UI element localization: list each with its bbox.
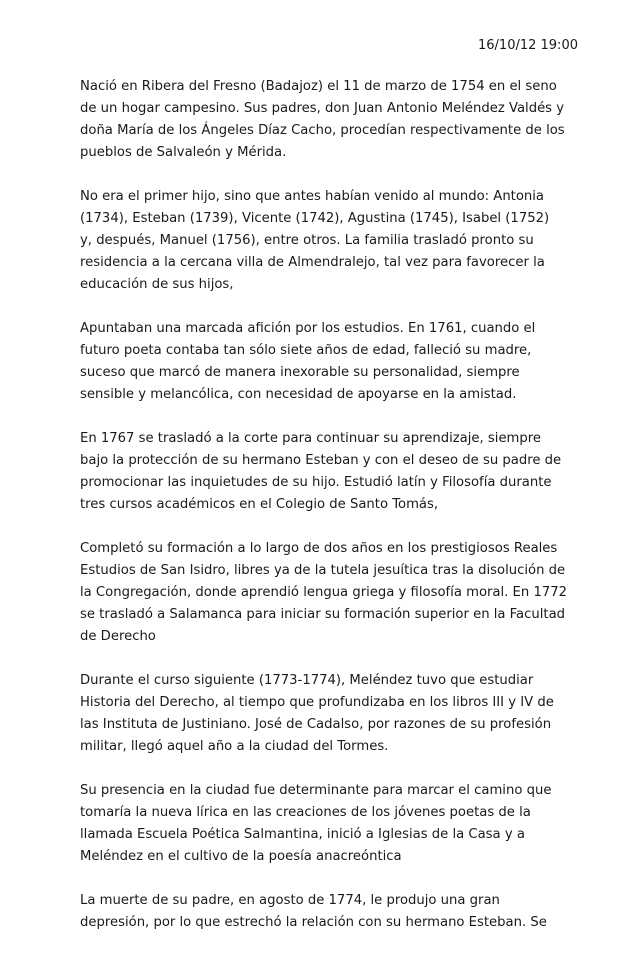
text-line: Completó su formación a lo largo de dos años en los prestigiosos Reales — [80, 541, 558, 556]
text-line: y, después, Manuel (1756), entre otros. La familia trasladó pronto su — [80, 233, 534, 248]
text-line: Nació en Ribera del Fresno (Badajoz) el 11 de marzo de 1754 en el seno — [80, 79, 557, 94]
paragraph-4 — [80, 428, 580, 516]
paragraph-8 — [80, 890, 580, 934]
paragraph-6 — [80, 670, 580, 758]
paragraph-5 — [80, 538, 580, 648]
paragraph-1 — [80, 76, 580, 164]
text-line: residencia a la cercana villa de Almendralejo, tal vez para favorecer la — [80, 255, 545, 270]
paragraph-2 — [80, 186, 580, 296]
text-line: Durante el curso siguiente (1773-1774), Meléndez tuvo que estudiar — [80, 673, 534, 688]
text-line: depresión, por lo que estrechó la relación con su hermano Esteban. Se — [80, 915, 547, 930]
text-line: se trasladó a Salamanca para iniciar su formación superior en la Facultad — [80, 607, 566, 622]
text-line: la Congregación, donde aprendió lengua griega y filosofía moral. En 1772 — [80, 585, 568, 600]
text-line: sensible y melancólica, con necesidad de apoyarse en la amistad. — [80, 387, 517, 402]
page-timestamp: 16/10/12 19:00 — [478, 38, 578, 53]
text-line: futuro poeta contaba tan sólo siete años de edad, falleció su madre, — [80, 343, 532, 358]
text-line: llamada Escuela Poética Salmantina, inició a Iglesias de la Casa y a — [80, 827, 525, 842]
text-line: tomaría la nueva lírica en las creaciones de los jóvenes poetas de la — [80, 805, 531, 820]
text-line: Apuntaban una marcada afición por los estudios. En 1761, cuando el — [80, 321, 536, 336]
text-line: de Derecho — [80, 629, 156, 644]
text-line: doña María de los Ángeles Díaz Cacho, procedían respectivamente de los — [80, 123, 565, 138]
text-line: Su presencia en la ciudad fue determinante para marcar el camino que — [80, 783, 552, 798]
text-line: La muerte de su padre, en agosto de 1774, le produjo una gran — [80, 893, 500, 908]
text-line: Historia del Derecho, al tiempo que profundizaba en los libros III y IV de — [80, 695, 554, 710]
document-body — [80, 76, 580, 956]
text-line: Estudios de San Isidro, libres ya de la tutela jesuítica tras la disolución de — [80, 563, 566, 578]
text-line: No era el primer hijo, sino que antes habían venido al mundo: Antonia — [80, 189, 545, 204]
text-line: (1734), Esteban (1739), Vicente (1742), Agustina (1745), Isabel (1752) — [80, 211, 550, 226]
text-line: En 1767 se trasladó a la corte para continuar su aprendizaje, siempre — [80, 431, 542, 446]
text-line: de un hogar campesino. Sus padres, don Juan Antonio Meléndez Valdés y — [80, 101, 565, 116]
text-line: promocionar las inquietudes de su hijo. Estudió latín y Filosofía durante — [80, 475, 552, 490]
text-line: bajo la protección de su hermano Esteban y con el deseo de su padre de — [80, 453, 562, 468]
text-line: pueblos de Salvaleón y Mérida. — [80, 145, 287, 160]
text-line: suceso que marcó de manera inexorable su personalidad, siempre — [80, 365, 520, 380]
paragraph-7 — [80, 780, 580, 868]
text-line: educación de sus hijos, — [80, 277, 234, 292]
text-line: tres cursos académicos en el Colegio de Santo Tomás, — [80, 497, 439, 512]
paragraph-3 — [80, 318, 580, 406]
text-line: Meléndez en el cultivo de la poesía anacreóntica — [80, 849, 402, 864]
text-line: las Instituta de Justiniano. José de Cadalso, por razones de su profesión — [80, 717, 552, 732]
text-line: militar, llegó aquel año a la ciudad del Tormes. — [80, 739, 389, 754]
